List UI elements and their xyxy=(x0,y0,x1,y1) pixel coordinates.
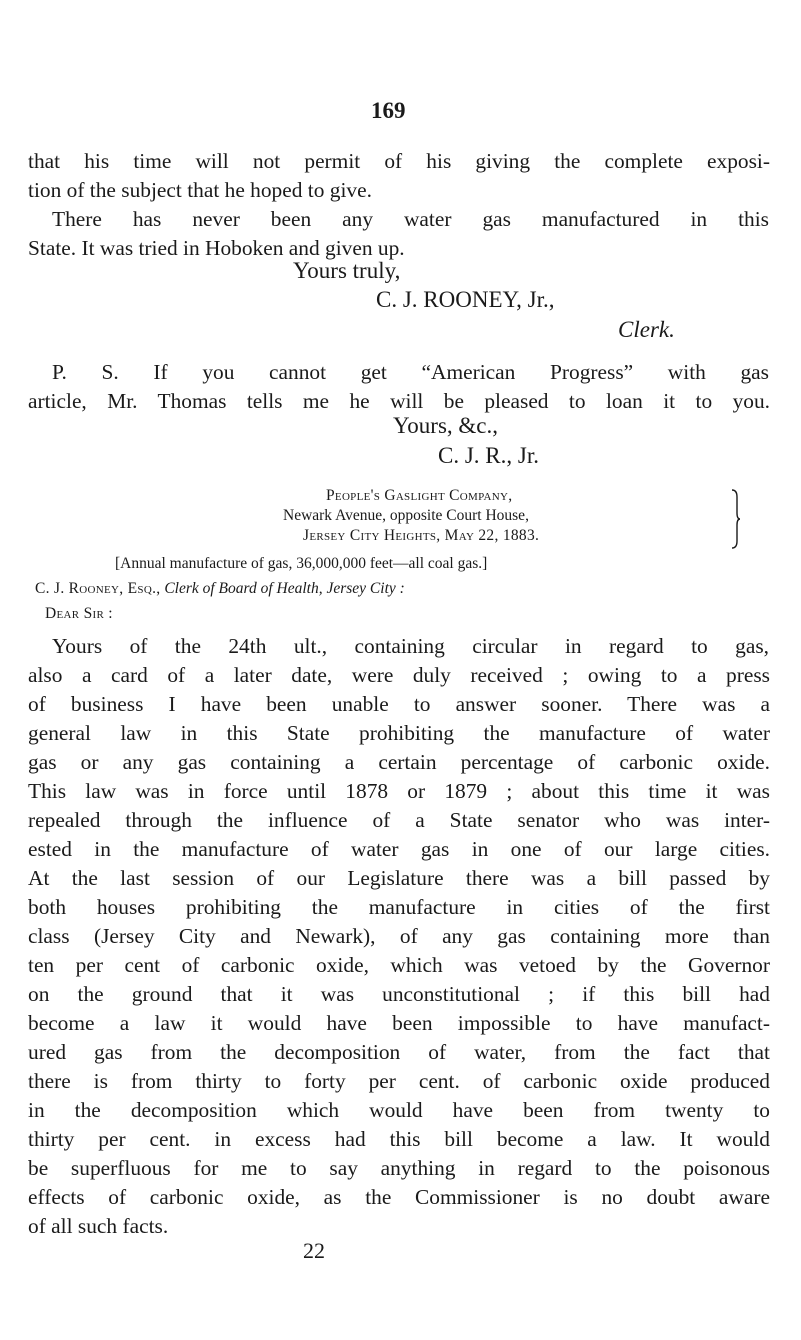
body-line: ten per cent of carbonic oxide, which was vetoed by the Governor xyxy=(28,953,770,977)
body-line: general law in this State prohibiting the manufacture of water xyxy=(28,721,770,745)
body-line: ested in the manufacture of water gas in one of our large cities. xyxy=(28,837,770,861)
body-line: of business I have been unable to answer sooner. There was a xyxy=(28,692,770,716)
body-line: on the ground that it was unconstitutional ; if this bill had xyxy=(28,982,770,1006)
body-line: thirty per cent. in excess had this bill become a law. It would xyxy=(28,1127,770,1151)
addressee-name: C. J. Rooney, Esq., xyxy=(35,580,161,597)
signatory-name: C. J. ROONEY, Jr., xyxy=(376,287,555,312)
body-line: there is from thirty to forty per cent. of carbonic oxide produced xyxy=(28,1069,770,1093)
body-line: repealed through the influence of a State senator who was inter- xyxy=(28,808,770,832)
letterhead-address: Newark Avenue, opposite Court House, xyxy=(283,507,529,524)
body-line: be superfluous for me to say anything in regard to the poisonous xyxy=(28,1156,770,1180)
text-line: tion of the subject that he hoped to give. xyxy=(28,178,372,202)
postscript-initials: C. J. R., Jr. xyxy=(438,443,539,468)
body-line: in the decomposition which would have been from twenty to xyxy=(28,1098,770,1122)
letterhead-place-date: Jersey City Heights, May 22, 1883. xyxy=(303,527,540,544)
body-line: become a law it would have been impossible to have manufact- xyxy=(28,1011,770,1035)
right-brace-icon xyxy=(731,489,741,549)
postscript-valediction: Yours, &c., xyxy=(393,413,499,438)
body-line: Yours of the 24th ult., containing circular in regard to gas, xyxy=(52,634,769,658)
body-line: class (Jersey City and Newark), of any gas containing more than xyxy=(28,924,770,948)
text-line: State. It was tried in Hoboken and given up. xyxy=(28,236,405,260)
body-line: also a card of a later date, were duly received ; owing to a press xyxy=(28,663,770,687)
body-line: gas or any gas containing a certain percentage of carbonic oxide. xyxy=(28,750,770,774)
postscript-line: article, Mr. Thomas tells me he will be pleased to loan it to you. xyxy=(28,389,770,413)
body-line: of all such facts. xyxy=(28,1214,169,1238)
letterhead-company: People's Gaslight Company, xyxy=(326,487,513,504)
signatory-title: Clerk. xyxy=(618,317,675,342)
text-line: that his time will not permit of his giving the complete exposi- xyxy=(28,149,770,173)
addressee-line xyxy=(35,580,405,598)
body-line: effects of carbonic oxide, as the Commissioner is no doubt aware xyxy=(28,1185,770,1209)
signature-mark: 22 xyxy=(303,1238,325,1263)
postscript-line: P. S. If you cannot get “American Progress” with gas xyxy=(52,360,769,384)
body-line: This law was in force until 1878 or 1879 ; about this time it was xyxy=(28,779,770,803)
text-line: There has never been any water gas manufactured in this xyxy=(52,207,769,231)
body-line: both houses prohibiting the manufacture in cities of the first xyxy=(28,895,770,919)
body-line: At the last session of our Legislature there was a bill passed by xyxy=(28,866,770,890)
body-line: ured gas from the decomposition of water, from the fact that xyxy=(28,1040,770,1064)
salutation: Dear Sir : xyxy=(45,605,113,622)
addressee-role: Clerk of Board of Health, Jersey City : xyxy=(164,580,405,597)
valediction: Yours truly, xyxy=(293,258,401,283)
page-number: 169 xyxy=(371,98,406,123)
annual-note: [Annual manufacture of gas, 36,000,000 feet—all coal gas.] xyxy=(115,555,488,572)
